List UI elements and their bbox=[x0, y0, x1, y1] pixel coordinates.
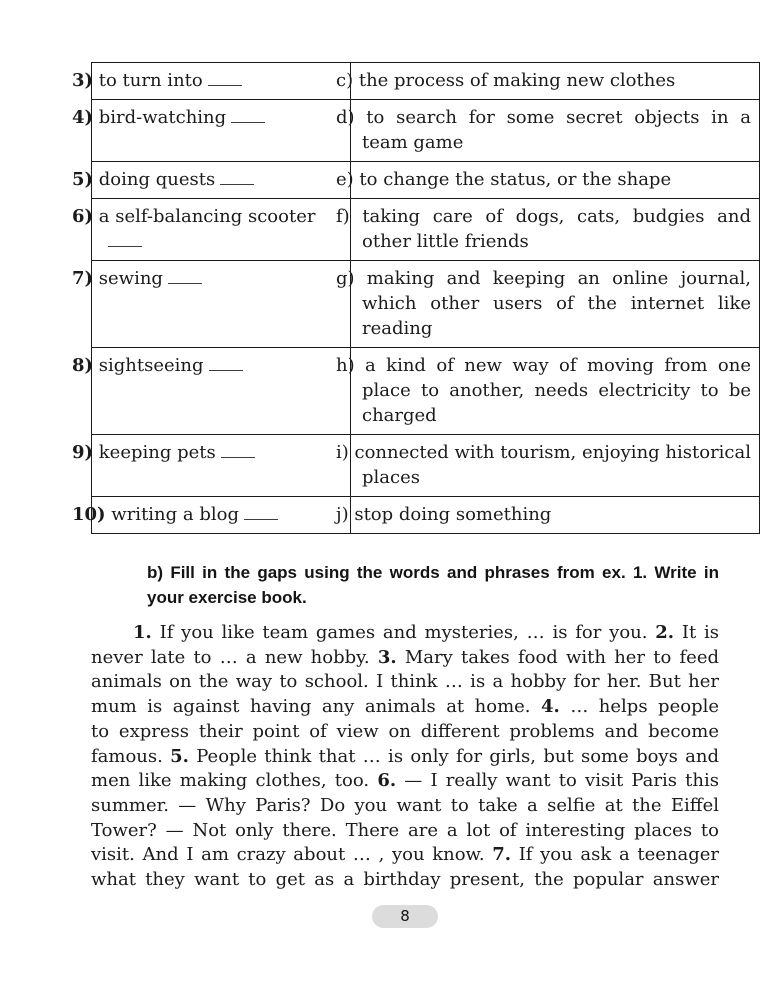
answer-blank bbox=[221, 442, 255, 458]
term-cell: 10) writing a blog bbox=[92, 497, 351, 534]
term-number: 3) bbox=[72, 70, 94, 91]
paragraph-line bbox=[91, 745, 719, 770]
definition-letter: i) bbox=[336, 442, 349, 463]
text-segment: animals on the way to school. I think … is a hobby for her. But her bbox=[91, 671, 719, 693]
term-cell: 8) sightseeing bbox=[92, 348, 351, 435]
definition-letter: j) bbox=[336, 504, 349, 525]
table-row bbox=[92, 348, 760, 435]
text-segment: It is bbox=[674, 622, 720, 643]
paragraph-line bbox=[91, 695, 719, 720]
match-table-body bbox=[72, 63, 760, 534]
table-row bbox=[92, 261, 760, 348]
definition-letter: c) bbox=[336, 70, 354, 91]
paragraph-line bbox=[91, 646, 719, 671]
paragraph-line bbox=[91, 819, 719, 844]
term-cell: 4) bird-watching bbox=[92, 100, 351, 162]
term-number: 6) bbox=[72, 206, 94, 227]
text-segment: summer. — Why Paris? Do you want to take a selfie at the Eiffel bbox=[91, 794, 719, 816]
definition-letter: d) bbox=[336, 107, 355, 128]
definition-letter: f) bbox=[336, 206, 350, 227]
definition-cell: g) making and keeping an online journal, which other users of the internet like reading bbox=[351, 261, 760, 348]
exercise-paragraph bbox=[91, 621, 719, 893]
text-segment: famous. bbox=[91, 745, 171, 767]
paragraph-line bbox=[91, 843, 719, 868]
sentence-number: 4. bbox=[541, 696, 560, 718]
definition-letter: e) bbox=[336, 169, 354, 190]
answer-blank bbox=[208, 70, 242, 86]
term-cell: 3) to turn into bbox=[92, 63, 351, 100]
table-row bbox=[92, 100, 760, 162]
paragraph-line bbox=[91, 769, 719, 794]
table-row bbox=[92, 63, 760, 100]
table-row bbox=[92, 199, 760, 261]
definition-cell: j) stop doing something bbox=[351, 497, 760, 534]
text-segment: never late to … a new hobby. bbox=[91, 646, 378, 668]
term-number: 10) bbox=[72, 504, 106, 525]
text-segment: … helps people bbox=[559, 696, 720, 718]
answer-blank bbox=[209, 355, 243, 371]
term-cell: 7) sewing bbox=[92, 261, 351, 348]
term-number: 9) bbox=[72, 442, 94, 463]
sentence-number: 1. bbox=[133, 622, 152, 643]
answer-blank bbox=[244, 504, 278, 520]
paragraph-line bbox=[91, 621, 719, 646]
match-table bbox=[72, 62, 760, 534]
text-segment: what they want to get as a birthday present, the popular answer bbox=[91, 869, 719, 891]
term-cell: 9) keeping pets bbox=[92, 435, 351, 497]
answer-blank bbox=[220, 169, 254, 185]
definition-letter: h) bbox=[336, 355, 355, 376]
task-heading: b) Fill in the gaps using the words and phrases from ex. 1. Write in your exercise book. bbox=[147, 563, 719, 607]
sentence-number: 7. bbox=[492, 844, 512, 866]
sentence-number: 2. bbox=[655, 622, 675, 643]
sentence-number: 5. bbox=[170, 745, 189, 767]
text-segment: If you like team games and mysteries, … is for you. bbox=[151, 622, 656, 643]
table-row bbox=[92, 162, 760, 199]
paragraph-line bbox=[91, 794, 719, 819]
text-segment: visit. And I am crazy about … , you know. bbox=[91, 844, 493, 866]
page-number-badge: 8 bbox=[372, 905, 438, 928]
table-row bbox=[92, 497, 760, 534]
definition-cell: h) a kind of new way of moving from one place to another, needs electricity to be charged bbox=[351, 348, 760, 435]
text-segment: mum is against having any animals at home. bbox=[91, 696, 542, 718]
definition-cell: d) to search for some secret objects in a team game bbox=[351, 100, 760, 162]
term-number: 7) bbox=[72, 268, 94, 289]
text-segment: men like making clothes, too. bbox=[91, 770, 378, 792]
sentence-number: 6. bbox=[377, 770, 397, 792]
definition-letter: g) bbox=[336, 268, 355, 289]
sentence-number: 3. bbox=[377, 646, 397, 668]
text-segment: to express their point of view on different problems and become bbox=[91, 720, 719, 742]
paragraph-line bbox=[91, 720, 719, 745]
term-cell: 6) a self-balancing scooter bbox=[92, 199, 351, 261]
answer-blank bbox=[231, 107, 265, 123]
text-segment: Mary takes food with her to feed bbox=[396, 646, 719, 668]
page-content bbox=[72, 62, 751, 928]
term-cell: 5) doing quests bbox=[92, 162, 351, 199]
text-segment: People think that … is only for girls, but some boys and bbox=[188, 745, 719, 767]
table-row bbox=[92, 435, 760, 497]
definition-cell: c) the process of making new clothes bbox=[351, 63, 760, 100]
term-number: 8) bbox=[72, 355, 94, 376]
text-segment: If you ask a teenager bbox=[511, 844, 719, 866]
text-segment: Tower? — Not only there. There are a lot of interesting places to bbox=[91, 819, 719, 841]
answer-blank bbox=[108, 231, 142, 247]
text-segment: — I really want to visit Paris this bbox=[396, 770, 719, 792]
term-number: 5) bbox=[72, 169, 94, 190]
term-number: 4) bbox=[72, 107, 94, 128]
definition-cell: i) connected with tourism, enjoying historical places bbox=[351, 435, 760, 497]
paragraph-line bbox=[91, 670, 719, 695]
definition-cell: f) taking care of dogs, cats, budgies and other little friends bbox=[351, 199, 760, 261]
answer-blank bbox=[168, 268, 202, 284]
definition-cell: e) to change the status, or the shape bbox=[351, 162, 760, 199]
paragraph-line bbox=[91, 868, 719, 893]
